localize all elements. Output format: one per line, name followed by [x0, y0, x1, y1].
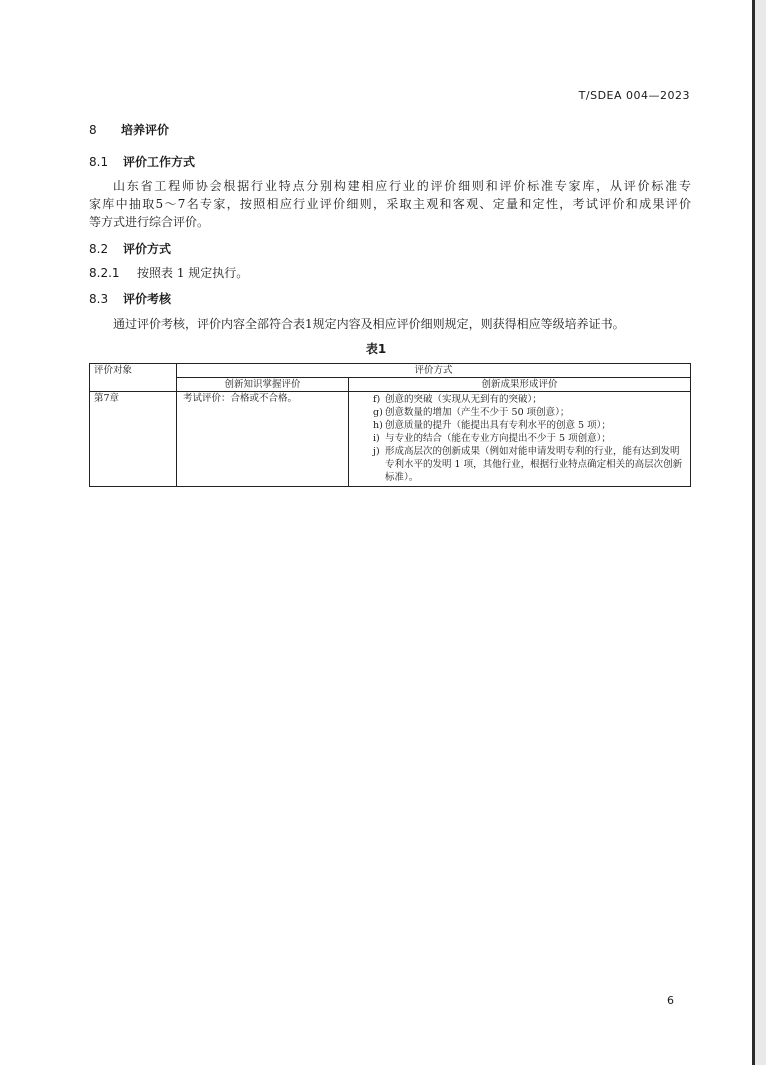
clause-text: 按照表 1 规定执行。 — [137, 266, 249, 280]
paragraph-line: 等方式进行综合评价。 — [89, 215, 210, 229]
section-number: 8 — [89, 123, 97, 137]
paragraph-line: 家库中抽取5～7名专家，按照相应行业评价细则，采取主观和客观、定量和定性，考试评价和成果评价 — [89, 197, 691, 211]
document-code: T/SDEA 004—2023 — [578, 89, 690, 102]
list-marker: f) — [373, 394, 381, 405]
section-8-heading — [89, 121, 169, 138]
section-title: 培养评价 — [121, 123, 170, 137]
section-title: 评价考核 — [123, 292, 172, 306]
list-text: 与专业的结合（能在专业方向提出不少于 5 项创意）； — [385, 433, 611, 444]
header-cell-method: 评价方式 — [177, 364, 691, 378]
table-subheader-row — [90, 378, 691, 392]
cell-object: 第7章 — [90, 392, 177, 487]
list-marker: i) — [373, 433, 380, 444]
table-row — [90, 392, 691, 487]
section-8-1-paragraph — [89, 177, 691, 231]
section-title: 评价工作方式 — [123, 155, 196, 169]
section-8-3-heading — [89, 290, 171, 307]
cell-knowledge: 考试评价：合格或不合格。 — [177, 392, 349, 487]
list-item — [353, 393, 684, 406]
table-header-row — [90, 364, 691, 378]
section-8-1-heading — [89, 153, 195, 170]
header-cell-object: 评价对象 — [90, 364, 177, 392]
section-number: 8.1 — [89, 155, 109, 169]
paragraph-line: 山东省工程师协会根据行业特点分别构建相应行业的评价细则和评价标准专家库，从评价标准专 — [113, 179, 691, 193]
list-marker: g) — [373, 407, 383, 418]
list-text: 形成高层次的创新成果（例如对能申请发明专利的行业，能有达到发明专利水平的发明 1 项，其他行业，根据行业特点确定相关的高层次创新标准）。 — [385, 446, 683, 483]
cell-criteria — [349, 392, 691, 487]
list-text: 创意的突破（实现从无到有的突破）； — [385, 394, 542, 405]
header-cell-knowledge: 创新知识掌握评价 — [177, 378, 349, 392]
evaluation-table — [89, 363, 691, 487]
list-text: 创意数量的增加（产生不少于 50 项创意）； — [385, 407, 570, 418]
section-8-2-1 — [89, 264, 248, 281]
criteria-list — [353, 392, 684, 486]
list-item — [353, 432, 684, 445]
list-marker: j) — [373, 446, 380, 457]
section-8-3-paragraph: 通过评价考核，评价内容全部符合表1规定内容及相应评价细则规定，则获得相应等级培养证书。 — [113, 317, 625, 331]
list-item — [353, 445, 684, 484]
list-item — [353, 419, 684, 432]
section-number: 8.2 — [89, 242, 109, 256]
header-cell-achievement: 创新成果形成评价 — [349, 378, 691, 392]
page-edge — [752, 0, 755, 1065]
list-marker: h) — [373, 420, 383, 431]
section-number: 8.3 — [89, 292, 109, 306]
table-title: 表1 — [365, 342, 387, 356]
page-number: 6 — [667, 994, 674, 1007]
list-text: 创意质量的提升（能提出具有专利水平的创意 5 项）； — [385, 420, 611, 431]
section-title: 评价方式 — [123, 242, 172, 256]
list-item — [353, 406, 684, 419]
section-8-2-heading — [89, 240, 171, 257]
clause-number: 8.2.1 — [89, 266, 120, 280]
